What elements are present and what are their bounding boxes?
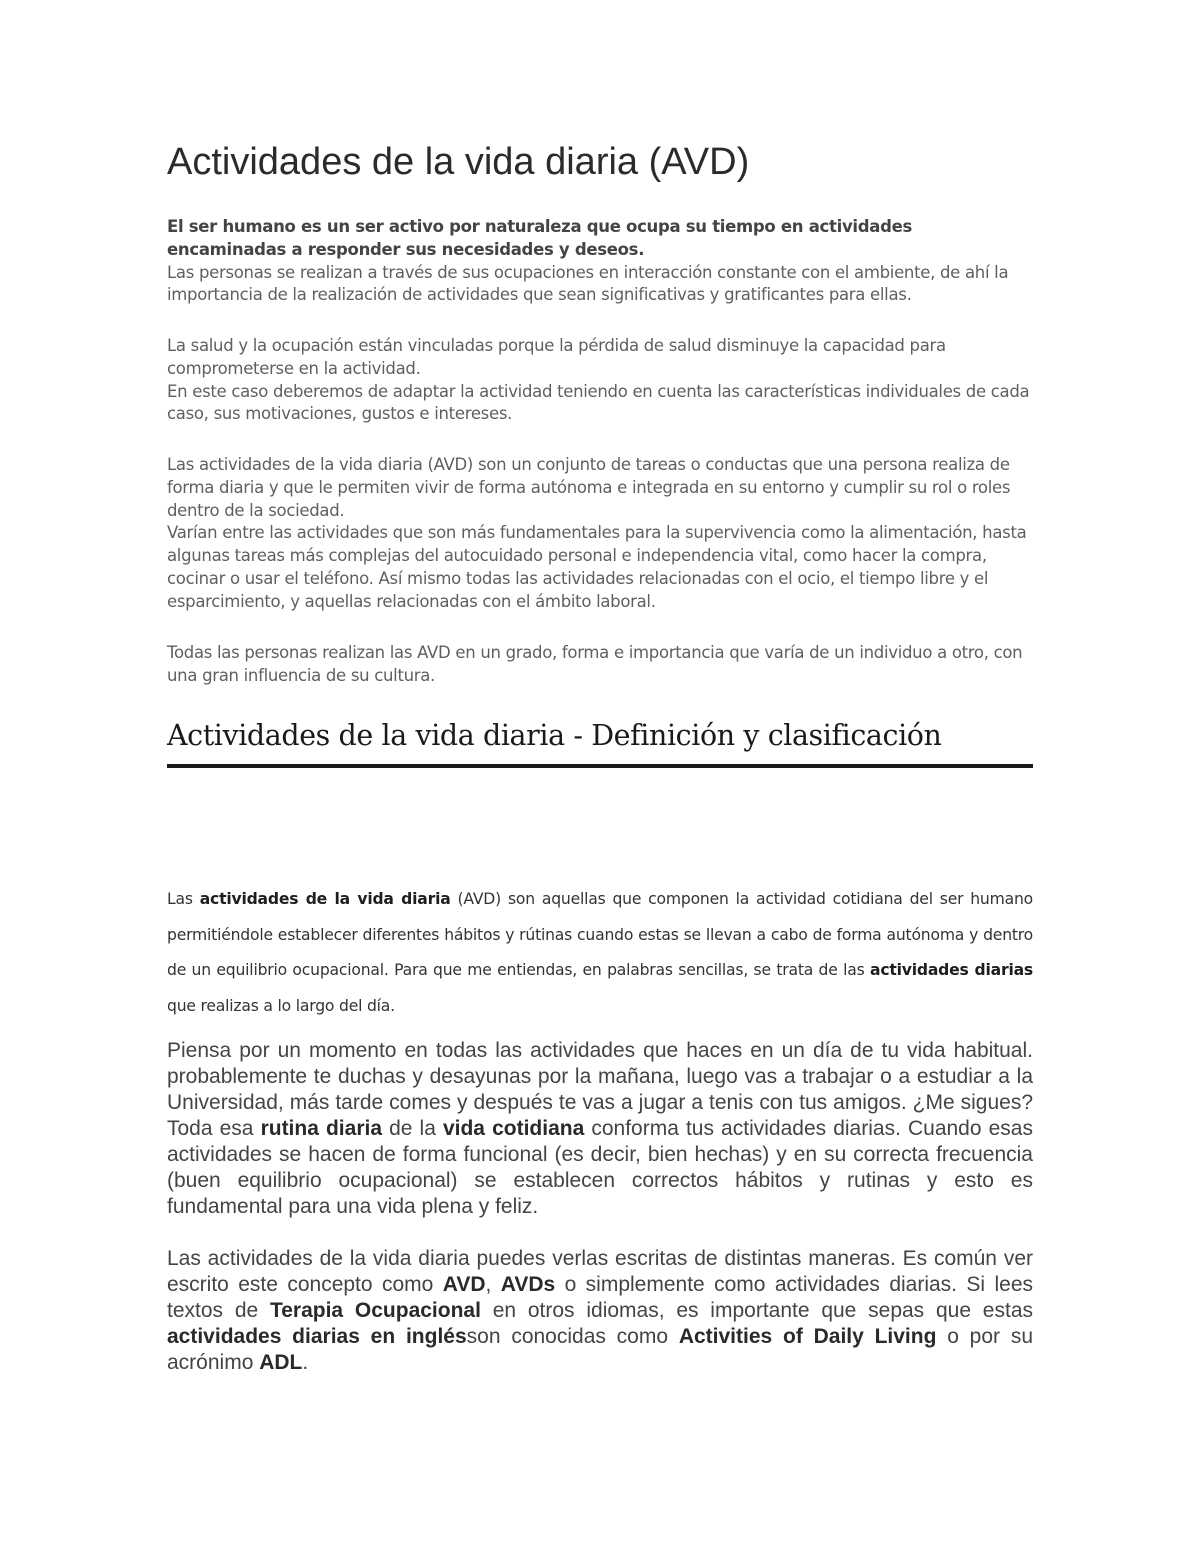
health-occupation-block <box>167 335 1033 426</box>
text-span: Piensa por un momento en todas las actividades que haces en un día de tu vida habitual. probablemente te duchas y desayunas por la mañana, luego vas a trabajar o a estudiar a la Universidad, más tarde comes y después te vas a jugar a tenis con tus amigos. ¿Me sigues? Toda esa <box>167 1039 1033 1140</box>
avd-definition-block <box>167 454 1033 614</box>
adaptation-paragraph: En este caso deberemos de adaptar la actividad teniendo en cuenta las características individuales de cada caso, sus motivaciones, gustos e intereses. <box>167 381 1030 424</box>
bold-term: vida cotidiana <box>442 1117 585 1140</box>
bold-term: actividades de la vida diaria <box>199 890 451 908</box>
bold-term: AVDs <box>500 1273 556 1296</box>
bold-term: Terapia Ocupacional <box>269 1299 481 1322</box>
document-title: Actividades de la vida diaria (AVD) <box>167 141 750 183</box>
text-span: que realizas a lo largo del día. <box>167 996 395 1015</box>
routine-paragraph <box>167 1038 1033 1220</box>
text-span: (AVD) son aquellas que componen la actividad cotidiana del ser humano permitiéndole establecer diferentes hábitos y rútinas cuando estas se llevan a cabo de forma autónoma y dentro de un equilibrio ocupacional. Para que me entiendas, en palabras sencillas, se trata de las <box>167 890 1033 979</box>
health-paragraph: La salud y la ocupación están vinculadas porque la pérdida de salud disminuye la capacidad para comprometerse en la actividad. <box>167 336 946 378</box>
bold-term: Activities of Daily Living <box>678 1325 937 1348</box>
bold-term: AVD <box>442 1273 486 1296</box>
text-span: . <box>302 1351 309 1374</box>
terminology-paragraph <box>167 1246 1033 1376</box>
bold-term: actividades diarias en inglés <box>167 1325 467 1348</box>
bold-term: rutina diaria <box>260 1117 383 1140</box>
text-span: o por su acrónimo <box>167 1325 1034 1374</box>
bold-term: ADL <box>259 1351 303 1374</box>
text-span: , <box>485 1273 501 1296</box>
text-span: conforma tus actividades diarias. Cuando esas actividades se hacen de forma funcional (es decir, bien hechas) y en su correcta frecuencia (buen equilibrio ocupacional) se establecen correctos hábitos y rutinas y esto es fundamental para una vida plena y feliz. <box>167 1117 1033 1218</box>
text-span: Las <box>167 890 200 908</box>
culture-paragraph: Todas las personas realizan las AVD en un grado, forma e importancia que varía de un individuo a otro, con una gran influencia de su cultura. <box>167 643 1023 685</box>
text-span: o simplemente como actividades diarias. Si lees textos de <box>167 1273 1034 1322</box>
intro-text: Las personas se realizan a través de sus ocupaciones en interacción constante con el ambiente, de ahí la importancia de la realización de actividades que sean significativas y gratificantes para ellas. <box>167 262 1009 305</box>
section-heading: Actividades de la vida diaria - Definición y clasificación <box>167 716 1033 768</box>
definition-paragraph <box>167 882 1033 1024</box>
culture-block <box>167 642 1033 688</box>
text-span: en otros idiomas, es importante que sepas que estas <box>480 1299 1033 1322</box>
bold-term: actividades diarias <box>870 961 1033 979</box>
intro-block <box>167 216 1033 307</box>
text-span: son conocidas como <box>466 1325 679 1348</box>
avd-paragraph: Las actividades de la vida diaria (AVD) son un conjunto de tareas o conductas que una persona realiza de forma diaria y que le permiten vivir de forma autónoma e integrada en su entorno y cumplir su rol o roles dentro de la sociedad. <box>167 455 1011 520</box>
text-span: de la <box>382 1117 443 1140</box>
avd-variation-paragraph: Varían entre las actividades que son más fundamentales para la supervivencia como la alimentación, hasta algunas tareas más complejas del autocuidado personal e independencia vital, como hacer la compra, cocinar o usar el teléfono. Así mismo todas las actividades relacionadas con el ocio, el tiempo libre y el esparcimiento, y aquellas relacionadas con el ámbito laboral. <box>167 523 1027 611</box>
intro-bold-text: El ser humano es un ser activo por naturaleza que ocupa su tiempo en actividades encaminadas a responder sus necesidades y deseos. <box>167 217 913 259</box>
text-span: Las actividades de la vida diaria puedes verlas escritas de distintas maneras. Es común ver escrito este concepto como <box>167 1247 1033 1296</box>
